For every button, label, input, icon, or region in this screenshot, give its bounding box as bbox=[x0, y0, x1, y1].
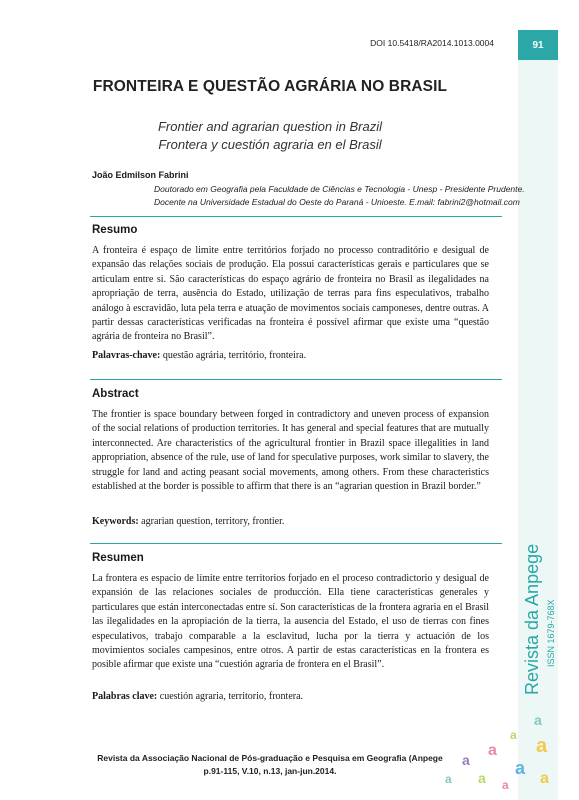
resumo-keywords bbox=[92, 349, 489, 363]
abstract-heading: Abstract bbox=[92, 388, 139, 400]
section-divider bbox=[90, 216, 502, 217]
abstract-keywords bbox=[92, 515, 489, 529]
section-divider bbox=[90, 379, 502, 380]
decorative-letter: a bbox=[510, 728, 517, 742]
journal-side-title: Revista da Anpege bbox=[522, 543, 542, 695]
article-title: FRONTEIRA E QUESTÃO AGRÁRIA NO BRASIL bbox=[92, 78, 448, 95]
keywords-label: Keywords: bbox=[92, 516, 139, 527]
keywords-value: questão agrária, território, fronteira. bbox=[162, 350, 307, 361]
resumo-heading: Resumo bbox=[92, 224, 138, 236]
decorative-letter: a bbox=[502, 778, 509, 792]
decorative-letter: a bbox=[515, 758, 526, 778]
keywords-label: Palavras-chave: bbox=[92, 350, 161, 361]
subtitle-spanish: Frontera y cuestión agraria en el Brasil bbox=[158, 137, 382, 152]
keywords-value: cuestión agraria, territorio, frontera. bbox=[159, 691, 304, 702]
resumo-text: A fronteira é espaço de limite entre territórios forjado no processo contraditório e desigual de expansão das relações sociais de produção. Ela possui características gerais e particulares que se articulam entre si. São características do espaço agrário de fronteira no Brasil as ilegalidades na apropriação de terra, ausência do Estado, utilização de terras para fins especulativos, trabalho análogo à escravidão, luta pela terra e atuação de movimentos sociais camponeses, dentre outras. A partir dessas características verificadas na fronteira é possível afirmar que existe uma “questão agrária de fronteira no Brasil”. bbox=[92, 245, 489, 343]
decorative-letter: a bbox=[488, 742, 497, 759]
section-divider bbox=[90, 543, 502, 544]
author-name: João Edmilson Fabrini bbox=[92, 170, 189, 180]
doi: DOI 10.5418/RA2014.1013.0004 bbox=[370, 38, 494, 48]
journal-side-label bbox=[520, 545, 570, 695]
decorative-letter: a bbox=[536, 735, 548, 757]
author-affiliation-1: Doutorado em Geografia pela Faculdade de Ciências e Tecnologia - Unesp - Presidente Prudente. bbox=[154, 184, 525, 194]
decorative-letter: a bbox=[445, 772, 452, 786]
footer-line-2: p.91-115, V.10, n.13, jan-jun.2014. bbox=[203, 766, 337, 776]
decorative-letter: a bbox=[478, 770, 486, 786]
author-affiliation-2: Docente na Universidade Estadual do Oeste do Paraná - Unioeste. E.mail: fabrini2@hotmail.com bbox=[154, 197, 520, 207]
journal-issn: ISSN 1679-768X bbox=[546, 599, 556, 667]
footer-line-1: Revista da Associação Nacional de Pós-graduação e Pesquisa em Geografia (Anpege bbox=[97, 753, 443, 763]
page-number: 91 bbox=[518, 30, 558, 60]
decorative-letter: a bbox=[462, 752, 470, 768]
abstract-text: The frontier is space boundary between forged in contradictory and uneven process of expansion of the social relations of production territories. It has general and special features that are mutually interconnected. Are characteristics of the agricultural frontier in Brazil space illegalities in land appropriation, absence of the rule, use of land for speculative purposes, work similar to slavery, the struggle for land and acting peasant social movements, among others. From these characteristics established at the border is possible to affirm that there is an “agrarian question in Brazil border.” bbox=[92, 409, 489, 493]
journal-footer bbox=[40, 752, 500, 778]
keywords-value: agrarian question, territory, frontier. bbox=[141, 516, 285, 527]
resumen-keywords bbox=[92, 690, 489, 704]
decorative-letter: a bbox=[534, 712, 542, 728]
subtitle-english: Frontier and agrarian question in Brazil bbox=[157, 119, 382, 134]
decorative-letter: a bbox=[540, 770, 549, 787]
resumen-heading: Resumen bbox=[92, 552, 144, 564]
resumen-text: La frontera es espacio de límite entre territorios forjado en el proceso contradictorio y desigual de expansión de las relaciones sociales de producción. Ella tiene características generales y particulares que están interconectadas entre sí. Son características de la frontera agraria en el Brasil las ilegalidades en la apropiación de la tierra, la ausencia del Estado, el uso de tierras con fines especulativos, trabajo comparable a la esclavitud, lucha por la tierra y actuación de los movimientos sociales campesinos, entre otros. A partir de estas características en la frontera es posible afirmar que existe una “cuestión agraria de frontera en el Brasil”. bbox=[92, 573, 489, 671]
keywords-label: Palabras clave: bbox=[92, 691, 158, 702]
